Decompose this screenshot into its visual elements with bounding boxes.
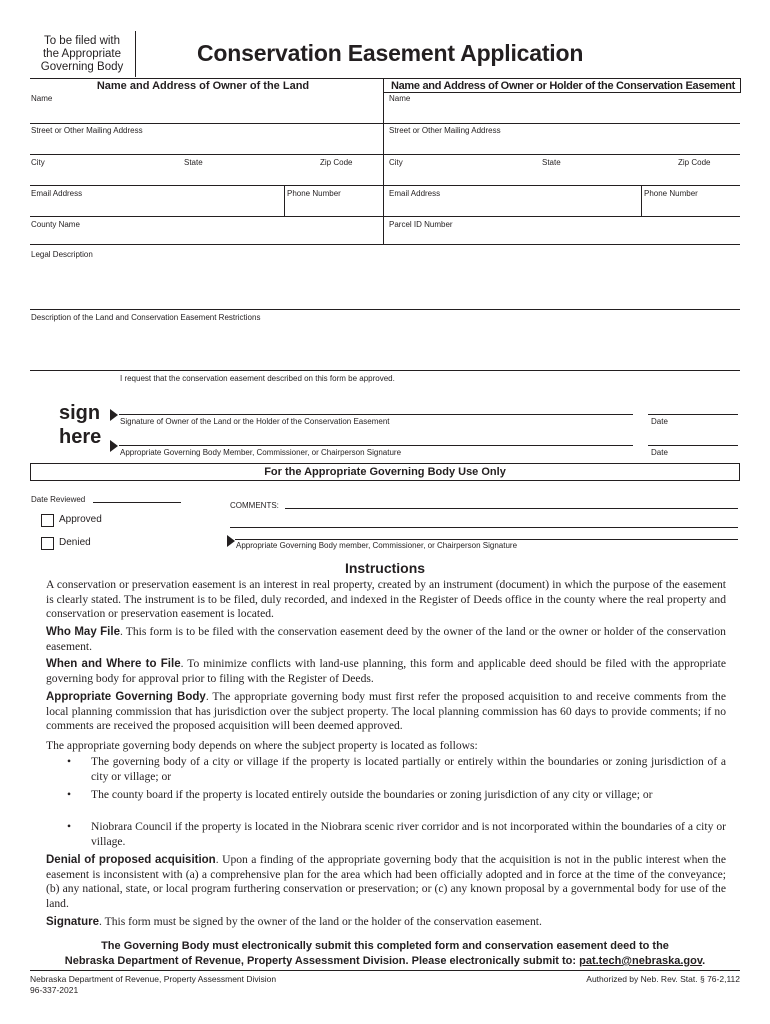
owner-street-label: Street or Other Mailing Address [31, 126, 143, 135]
gov-use-heading: For the Appropriate Governing Body Use Only [30, 463, 740, 481]
date-reviewed-label: Date Reviewed [31, 495, 86, 504]
approved-label: Approved [59, 514, 102, 525]
approved-checkbox[interactable] [41, 514, 54, 527]
intro-paragraph: A conservation or preservation easement is an interest in real property, created by an instrument (document) in which the purpose of the easement is clearly stated. The instrument is to be filed, duly recorded, and indexed in the Register of Deeds office in the county where the real property and conservation or preservation easement is located. [46, 578, 726, 621]
heading-rule-bottom [384, 92, 741, 93]
legal-description-label: Legal Description [31, 250, 93, 259]
holder-street-label: Street or Other Mailing Address [389, 126, 501, 135]
bullet-2-icon: • [67, 788, 72, 801]
who-text: . This form is to be filed with the conservation easement deed by the owner of the land or the owner or holder of the conservation easement. [46, 625, 726, 653]
page-title: Conservation Easement Application [197, 40, 584, 66]
here-word: here [59, 426, 102, 448]
submit-notice-line-2 [0, 955, 770, 967]
bullet-2-text: The county board if the property is located entirely outside the boundaries or zoning jurisdiction of any city or village; or [91, 788, 653, 801]
bullet-3-icon: • [67, 820, 72, 833]
denial-heading: Denial of proposed acquisition [46, 854, 216, 866]
holder-heading: Name and Address of Owner or Holder of the Conservation Easement [390, 80, 736, 92]
owner-signature-label: Signature of Owner of the Land or the Holder of the Conservation Easement [120, 417, 390, 426]
submit-notice-line-1: The Governing Body must electronically submit this completed form and conservation easement deed to the [101, 940, 669, 952]
agb-heading: Appropriate Governing Body [46, 691, 206, 703]
appropriate-governing-body [46, 690, 726, 734]
bullet-1-icon: • [67, 755, 72, 768]
holder-state-label: State [542, 158, 561, 167]
denial-paragraph [46, 853, 726, 911]
agb-text: . The appropriate governing body must first refer the proposed acquisition to and receive comments from the local planning commission that has jurisdiction over the subject property. The local planning commission has 60 days to provide comments; if no comments are received the proposed acquisition will been deemed approved. [46, 690, 726, 733]
sign-arrow-icon-2 [110, 440, 118, 452]
owner-name-line[interactable] [30, 123, 383, 124]
footer-authorized: Authorized by Neb. Rev. Stat. § 76-2,112 [586, 974, 740, 984]
depends-text: The appropriate governing body depends on where the subject property is located as follows: [46, 739, 478, 752]
restrictions-label: Description of the Land and Conservation Easement Restrictions [31, 313, 261, 322]
denied-checkbox[interactable] [41, 537, 54, 550]
holder-phone-label: Phone Number [644, 189, 698, 198]
comments-line-1[interactable] [285, 508, 738, 509]
owner-city-line[interactable] [30, 185, 383, 186]
gov-signature-label: Appropriate Governing Body member, Commissioner, or Chairperson Signature [236, 541, 518, 550]
holder-street-line[interactable] [383, 154, 740, 155]
owner-phone-label: Phone Number [287, 189, 341, 198]
body-signature-line[interactable] [119, 445, 633, 446]
owner-signature-line[interactable] [119, 414, 633, 415]
when-heading: When and Where to File [46, 658, 181, 670]
gov-signature-line[interactable] [235, 539, 738, 540]
date-line-1[interactable] [648, 414, 738, 415]
owner-heading: Name and Address of Owner of the Land [96, 80, 310, 92]
footer-rule [30, 970, 740, 971]
parcel-id-label: Parcel ID Number [389, 220, 453, 229]
filed-with-line-3: Governing Body [40, 61, 124, 73]
submit-notice-text: Nebraska Department of Revenue, Property Assessment Division. Please electronically submit to: [64, 955, 577, 967]
instructions-title: Instructions [344, 560, 426, 576]
filed-with-note [30, 35, 134, 74]
header-divider [135, 31, 136, 77]
comments-label: COMMENTS: [230, 501, 279, 510]
signature-text: . This form must be signed by the owner of the land or the holder of the conservation easement. [99, 915, 542, 928]
heading-rule-top [30, 78, 740, 79]
heading-right-border [740, 78, 741, 92]
date-label-2: Date [651, 448, 668, 457]
holder-name-line[interactable] [383, 123, 740, 124]
when-where-file [46, 657, 726, 686]
instructions-intro [46, 578, 726, 622]
request-statement: I request that the conservation easement described on this form be approved. [120, 374, 395, 383]
holder-email-label: Email Address [389, 189, 441, 198]
sign-arrow-icon [110, 409, 118, 421]
filed-with-line-2: the Appropriate [42, 48, 121, 60]
who-may-file [46, 625, 726, 654]
who-heading: Who May File [46, 626, 120, 638]
date-line-2[interactable] [648, 445, 738, 446]
owner-city-label: City [31, 158, 45, 167]
denied-label: Denied [59, 537, 91, 548]
bullet-3-text: Niobrara Council if the property is located in the Niobrara scenic river corridor and is not incorporated within the boundaries of a city or village. [91, 820, 726, 848]
county-name-label: County Name [31, 220, 80, 229]
signature-paragraph [46, 915, 726, 930]
holder-phone-divider [641, 185, 642, 216]
denial-text: . Upon a finding of the appropriate governing body that the acquisition is not in the public interest when the easement is inconsistent with (a) a comprehensive plan for the area which had been officially adopted and in force at the time of the conveyance; (b) any national, state, or local program furthering conservation or preservation; or (c) any known proposal by a governmental body for use of the land. [46, 853, 726, 910]
owner-name-label: Name [31, 94, 53, 103]
holder-city-line[interactable] [383, 185, 740, 186]
column-divider [383, 78, 384, 244]
filed-with-line-1: To be filed with [43, 35, 121, 47]
signature-heading: Signature [46, 916, 100, 928]
owner-phone-divider [284, 185, 285, 216]
owner-email-label: Email Address [31, 189, 83, 198]
legal-description-line[interactable] [30, 309, 740, 310]
holder-email-line[interactable] [383, 216, 740, 217]
submit-period: . [702, 955, 706, 967]
footer-form-number: 96-337-2021 [30, 985, 79, 995]
submit-email-link[interactable]: pat.tech@nebraska.gov [579, 955, 703, 967]
depends-paragraph [46, 739, 726, 754]
county-parcel-line[interactable] [30, 244, 740, 245]
owner-zip-label: Zip Code [320, 158, 353, 167]
sign-word: sign [59, 402, 101, 424]
holder-city-label: City [389, 158, 403, 167]
date-label-1: Date [651, 417, 668, 426]
holder-name-label: Name [389, 94, 411, 103]
restrictions-line[interactable] [30, 370, 740, 371]
when-text: . To minimize conflicts with land-use planning, this form and applicable deed should be filed with the appropriate governing body for approval prior to filing with the Register of Deeds. [46, 657, 726, 685]
gov-sign-arrow-icon [227, 535, 235, 547]
bullet-1-text: The governing body of a city or village if the property is located partially or entirely within the boundaries or zoning jurisdiction of a city or village; or [91, 755, 726, 783]
date-reviewed-line[interactable] [93, 502, 181, 503]
comments-line-2[interactable] [230, 527, 738, 528]
owner-state-label: State [184, 158, 203, 167]
owner-email-line[interactable] [30, 216, 383, 217]
footer-dept: Nebraska Department of Revenue, Property Assessment Division [30, 974, 277, 984]
holder-zip-label: Zip Code [678, 158, 711, 167]
body-signature-label: Appropriate Governing Body Member, Commissioner, or Chairperson Signature [120, 448, 402, 457]
owner-street-line[interactable] [30, 154, 383, 155]
